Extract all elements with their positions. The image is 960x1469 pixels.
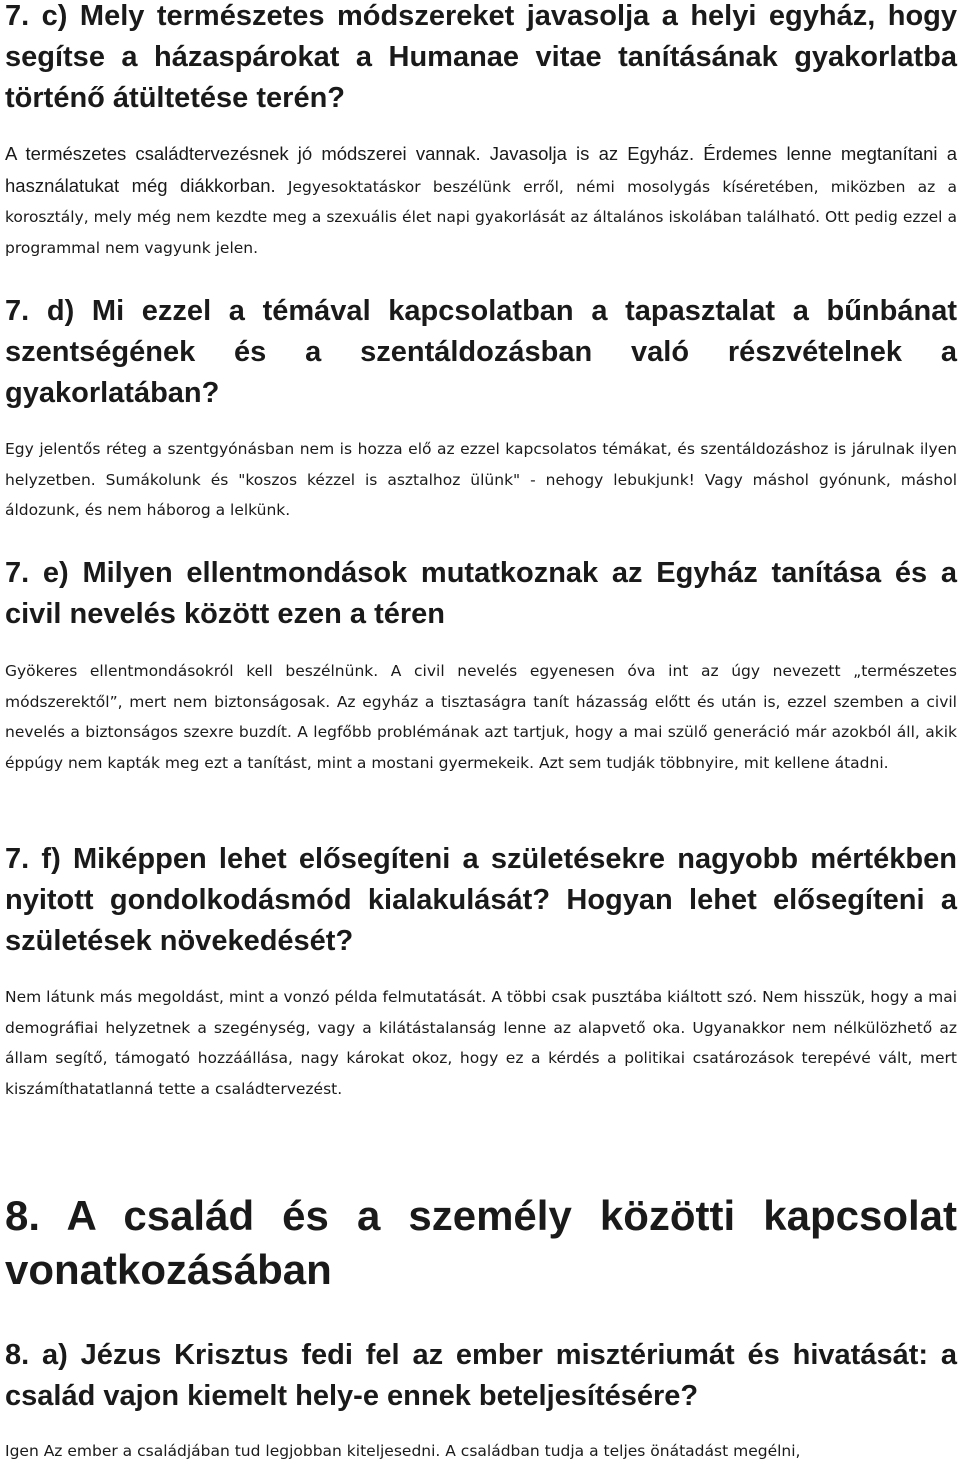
- heading-8a: 8. a) Jézus Krisztus fedi fel az ember misztériumát és hivatását: a család vajon kiemelt hely-e ennek beteljesítésére?: [5, 1339, 957, 1412]
- heading-7d: 7. d) Mi ezzel a témával kapcsolatban a tapasztalat a bűnbánat szentségének és a szentáldozásban való részvételnek a gyakorlatában?: [5, 295, 957, 409]
- paragraph-7f: Nem látunk más megoldást, mint a vonzó példa felmutatását. A többi csak pusztába kiáltott szó. Nem hisszük, hogy a mai demográfiai helyzetnek a szegénység, vagy a kilátástalanság lenne az alapvető oka. Ugyanakkor nem nélkülözhető az állam segítő, támogató hozzáállása, nagy károkat okoz, hogy ez a kérdés a politikai csatározások terepévé vált, mert kiszámíthatatlanná tette a családtervezést.: [5, 988, 957, 1098]
- paragraph-7c-text: Jegyesoktatáskor beszélünk erről, némi mosolygás kíséretében, miközben az a korosztály, mely még nem kezdte meg a szexuális élet napi gyakorlását az általános iskolában található. Ott pedig ezzel a programmal nem vagyunk jelen.: [5, 177, 957, 257]
- paragraph-7c-intro: A természetes családtervezésnek jó módszerei vannak. Javasolja is az Egyház. Érdemes lenne megtanítani a használatukat még diákkorban.: [5, 143, 957, 196]
- paragraph-7e: Gyökeres ellentmondásokról kell beszélnünk. A civil nevelés egyenesen óva int az úgy nevezett „természetes módszerektől”, mert nem biztonságosak. Az egyház a tisztaságra tanít házasság előtt és után is, ezzel szemben a civil nevelés a biztonságos szexre buzdít. A legfőbb problémának azt tartjuk, hogy a mai szülő generáció már azokból áll, akik éppúgy nem kapták meg ezt a tanítást, mint a mostani gyermekeik. Azt sem tudják többnyire, mit kellene átadni.: [5, 662, 957, 772]
- paragraph-8a: Igen Az ember a családjában tud legjobban kiteljesedni. A családban tudja a teljes önátadást megélni,: [5, 1442, 801, 1460]
- chapter-8-heading: 8. A család és a személy közötti kapcsolat vonatkozásában: [5, 1192, 957, 1293]
- heading-7c: 7. c) Mely természetes módszereket javasolja a helyi egyház, hogy segítse a házaspárokat a Humanae vitae tanításának gyakorlatba történő átültetése terén?: [5, 0, 957, 114]
- paragraph-7d: Egy jelentős réteg a szentgyónásban nem is hozza elő az ezzel kapcsolatos témákat, és szentáldozáshoz is járulnak ilyen helyzetben. Sumákolunk és "koszos kézzel is asztalhoz ülünk" - nehogy lebukjunk! Vagy máshol gyónunk, máshol áldozunk, és nem háborog a lelkünk.: [5, 440, 957, 519]
- heading-7f: 7. f) Miképpen lehet elősegíteni a születésekre nagyobb mértékben nyitott gondolkodásmód kialakulását? Hogyan lehet elősegíteni a születések növekedését?: [5, 843, 957, 957]
- heading-7e: 7. e) Milyen ellentmondások mutatkoznak az Egyház tanítása és a civil nevelés között ezen a téren: [5, 557, 957, 630]
- paragraph-7c: [5, 139, 957, 263]
